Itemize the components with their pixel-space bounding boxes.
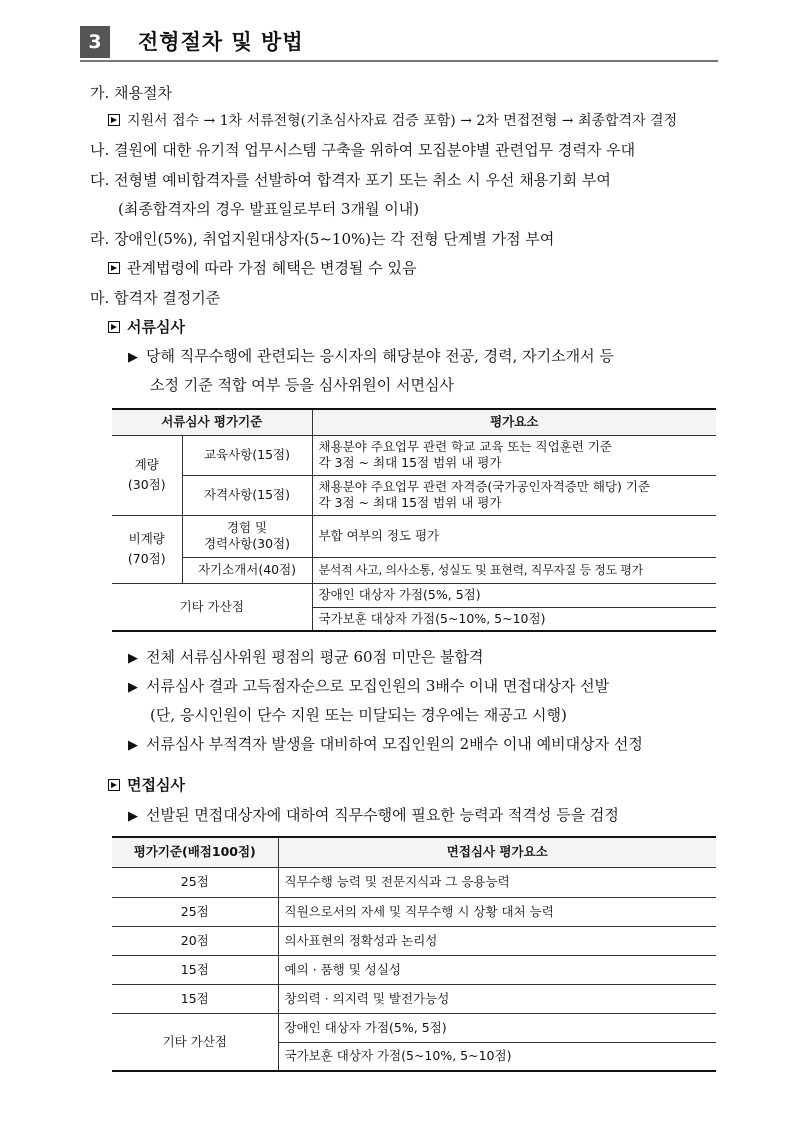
table1-desc-education bbox=[312, 435, 716, 475]
int-heading bbox=[108, 775, 185, 795]
item-ra-sub-text: 관계법령에 따라 가점 혜택은 변경될 수 있음 bbox=[127, 259, 417, 277]
triangle-bullet-icon: ▶ bbox=[128, 738, 138, 753]
table1-header-elements: 평가요소 bbox=[312, 409, 716, 435]
int-desc-text: 선발된 면접대상자에 대하여 직무수행에 필요한 능력과 적격성 등을 검정 bbox=[146, 806, 619, 824]
arrow-box-icon bbox=[108, 779, 120, 791]
table1-sub-intro: 자기소개서(40점) bbox=[182, 557, 312, 583]
table1-extra-disabled: 장애인 대상자 가점(5%, 5점) bbox=[312, 583, 716, 607]
section-rule bbox=[80, 60, 718, 62]
table1-sub-license: 자격사항(15점) bbox=[182, 475, 312, 515]
table1-group-nonquant: 비계량 (70점) bbox=[112, 515, 182, 583]
item-da: 다. 전형별 예비합격자를 선발하여 합격자 포기 또는 취소 시 우선 채용기회 부여 bbox=[90, 171, 611, 189]
table2-desc: 직무수행 능력 및 전문지식과 그 응용능력 bbox=[278, 867, 716, 897]
doc-note2-text: 서류심사 결과 고득점자순으로 모집인원의 3배수 이내 면접대상자 선발 bbox=[146, 677, 610, 695]
triangle-bullet-icon: ▶ bbox=[128, 350, 138, 365]
table2-desc: 창의력 · 의지력 및 발전가능성 bbox=[278, 984, 716, 1013]
item-ra-sub bbox=[108, 258, 416, 278]
item-na: 나. 결원에 대한 유기적 업무시스템 구축을 위하여 모집분야별 관련업무 경력자 우대 bbox=[90, 141, 636, 159]
table1-desc-experience: 부합 여부의 정도 평가 bbox=[312, 515, 716, 557]
table1-sub-experience-2: 경력사항(30점) bbox=[203, 536, 291, 551]
table1-header-criteria: 서류심사 평가기준 bbox=[112, 409, 312, 435]
int-heading-text: 면접심사 bbox=[127, 776, 185, 794]
doc-note3 bbox=[128, 734, 643, 756]
item-ga-sub bbox=[108, 111, 677, 131]
item-da-cont: (최종합격자의 경우 발표일로부터 3개월 이내) bbox=[118, 200, 420, 218]
arrow-box-icon bbox=[108, 114, 120, 126]
table1-desc-intro: 분석적 사고, 의사소통, 성실도 및 표현력, 직무자질 등 정도 평가 bbox=[312, 557, 716, 583]
doc-note3-text: 서류심사 부적격자 발생을 대비하여 모집인원의 2배수 이내 예비대상자 선정 bbox=[146, 735, 643, 753]
arrow-box-icon bbox=[108, 321, 120, 333]
item-ga: 가. 채용절차 bbox=[90, 84, 172, 102]
table2-desc: 의사표현의 정확성과 논리성 bbox=[278, 926, 716, 955]
triangle-bullet-icon: ▶ bbox=[128, 680, 138, 695]
table2-extra-veteran: 국가보훈 대상자 가점(5~10%, 5~10점) bbox=[278, 1042, 716, 1071]
table2-score: 15점 bbox=[112, 984, 278, 1013]
table2-extra-label: 기타 가산점 bbox=[112, 1013, 278, 1071]
table2-score: 25점 bbox=[112, 867, 278, 897]
triangle-bullet-icon: ▶ bbox=[128, 651, 138, 666]
doc-note2-cont: (단, 응시인원이 단수 지원 또는 미달되는 경우에는 재공고 시행) bbox=[150, 706, 567, 724]
table1-desc-license bbox=[312, 475, 716, 515]
doc-note1-text: 전체 서류심사위원 평점의 평균 60점 미만은 불합격 bbox=[146, 648, 484, 666]
table1-sub-experience-1: 경험 및 bbox=[226, 520, 268, 535]
table1-desc-education-1: 채용분야 주요업무 관련 학교 교육 또는 직업훈련 기준 bbox=[318, 439, 612, 454]
table2-extra-disabled: 장애인 대상자 가점(5%, 5점) bbox=[278, 1013, 716, 1042]
section-number: 3 bbox=[80, 26, 110, 58]
table2-desc: 직원으로서의 자세 및 직무수행 시 상황 대처 능력 bbox=[278, 897, 716, 926]
doc-desc1 bbox=[128, 346, 614, 368]
doc-note2 bbox=[128, 676, 609, 698]
item-ma: 마. 합격자 결정기준 bbox=[90, 289, 221, 307]
table1-desc-education-2: 각 3점 ~ 최대 15점 범위 내 평가 bbox=[318, 455, 502, 470]
table2-score: 20점 bbox=[112, 926, 278, 955]
table2-header-elements: 면접심사 평가요소 bbox=[278, 837, 716, 867]
table1-extra-veteran: 국가보훈 대상자 가점(5~10%, 5~10점) bbox=[312, 607, 716, 631]
arrow-box-icon bbox=[108, 262, 120, 274]
table1-group-quant: 계량 (30점) bbox=[112, 435, 182, 515]
table2-score: 25점 bbox=[112, 897, 278, 926]
doc-note1 bbox=[128, 647, 484, 669]
item-ra: 라. 장애인(5%), 취업지원대상자(5~10%)는 각 전형 단계별 가점 부여 bbox=[90, 230, 555, 248]
table1-sub-experience bbox=[182, 515, 312, 557]
doc-desc1-text: 당해 직무수행에 관련되는 응시자의 해당분야 전공, 경력, 자기소개서 등 bbox=[146, 347, 614, 365]
doc-heading-text: 서류심사 bbox=[127, 318, 185, 336]
table1-desc-license-1: 채용분야 주요업무 관련 자격증(국가공인자격증만 해당) 기준 bbox=[318, 479, 650, 494]
doc-heading bbox=[108, 317, 185, 337]
int-desc bbox=[128, 805, 619, 827]
table1-extra-label: 기타 가산점 bbox=[112, 583, 312, 631]
table2-header-criteria: 평가기준(배점100점) bbox=[112, 837, 278, 867]
section-title: 전형절차 및 방법 bbox=[138, 30, 304, 54]
doc-desc2: 소정 기준 적합 여부 등을 심사위원이 서면심사 bbox=[150, 376, 454, 394]
table1-desc-license-2: 각 3점 ~ 최대 15점 범위 내 평가 bbox=[318, 495, 502, 510]
interview-table bbox=[112, 836, 716, 1072]
table1-sub-education: 교육사항(15점) bbox=[182, 435, 312, 475]
table2-desc: 예의 · 품행 및 성실성 bbox=[278, 955, 716, 984]
table2-score: 15점 bbox=[112, 955, 278, 984]
item-ga-sub-text: 지원서 접수 → 1차 서류전형(기초심사자료 검증 포함) → 2차 면접전형 → 최종합격자 결정 bbox=[127, 113, 678, 129]
triangle-bullet-icon: ▶ bbox=[128, 809, 138, 824]
document-review-table bbox=[112, 408, 716, 632]
